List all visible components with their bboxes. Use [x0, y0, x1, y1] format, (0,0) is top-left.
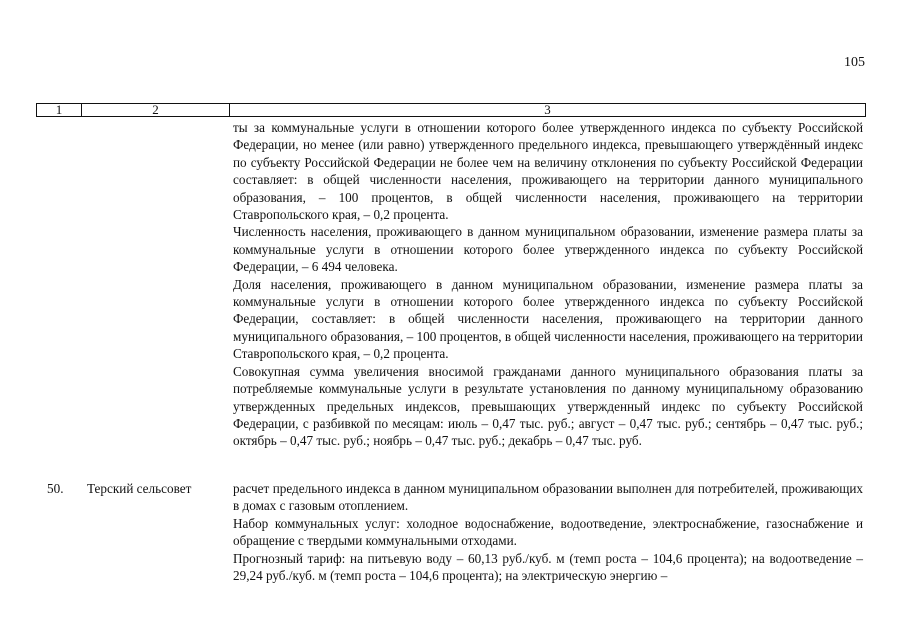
continuation-text: [233, 119, 863, 450]
paragraph: Совокупная сумма увеличения вносимой гражданами данного муниципального образования платы за потребляемые коммунальные услуги в результате установления по данному муниципальному образованию утвержденных предельных индексов, превышающих утвержденный индекс по субъекту Российской Федерации, с разбивкой по месяцам: июль – 0,47 тыс. руб.; август – 0,47 тыс. руб.; сентябрь – 0,47 тыс. руб.; октябрь – 0,47 тыс. руб.; ноябрь – 0,47 тыс. руб.; декабрь – 0,47 тыс. руб.: [233, 363, 863, 449]
table-header-col-3: 3: [544, 102, 551, 117]
municipality-name: Терский сельсовет: [87, 481, 192, 496]
paragraph: Численность населения, проживающего в данном муниципальном образовании, изменение размера платы за коммунальные услуги в отношении которого более утвержденного индекса по субъекту Российской Федерации, – 6 494 человека.: [233, 224, 863, 275]
row-number: 50.: [47, 481, 64, 496]
paragraph: Доля населения, проживающего в данном муниципальном образовании, изменение размера платы за коммунальные услуги в отношении которого более утвержденного индекса по субъекту Российской Федерации, составляет: в общей численности населения, проживающего на территории данного муниципального образования, – 100 процентов, в общей численности населения, проживающего на территории Ставропольского края, – 0,2 процента.: [233, 276, 863, 362]
paragraph: расчет предельного индекса в данном муниципальном образовании выполнен для потребителей, проживающих в домах с газовым отоплением.: [233, 481, 863, 514]
table-header-col-2: 2: [82, 104, 230, 116]
table-header: [36, 103, 866, 117]
row-description: [233, 480, 863, 584]
page-number: 105: [844, 55, 865, 70]
table-header-col-1: 1: [37, 104, 82, 116]
paragraph: Прогнозный тариф: на питьевую воду – 60,13 руб./куб. м (темп роста – 104,6 процента); на водоотведение – 29,24 руб./куб. м (темп роста – 104,6 процента); на электрическую энергию –: [233, 550, 863, 584]
paragraph: ты за коммунальные услуги в отношении которого более утвержденного индекса по субъекту Российской Федерации, но менее (или равно) утвержденного предельного индекса, превышающего утверждённый индекс по субъекту Российской Федерации не более чем на величину отклонения по субъекту Российской Федерации составляет: в общей численности населения, проживающего на территории данного муниципального образования, – 100 процентов, в общей численности населения, проживающего на территории Ставропольского края, – 0,2 процента.: [233, 120, 863, 223]
paragraph: Набор коммунальных услуг: холодное водоснабжение, водоотведение, электроснабжение, газоснабжение и обращение с твердыми коммунальными отходами.: [233, 515, 863, 549]
